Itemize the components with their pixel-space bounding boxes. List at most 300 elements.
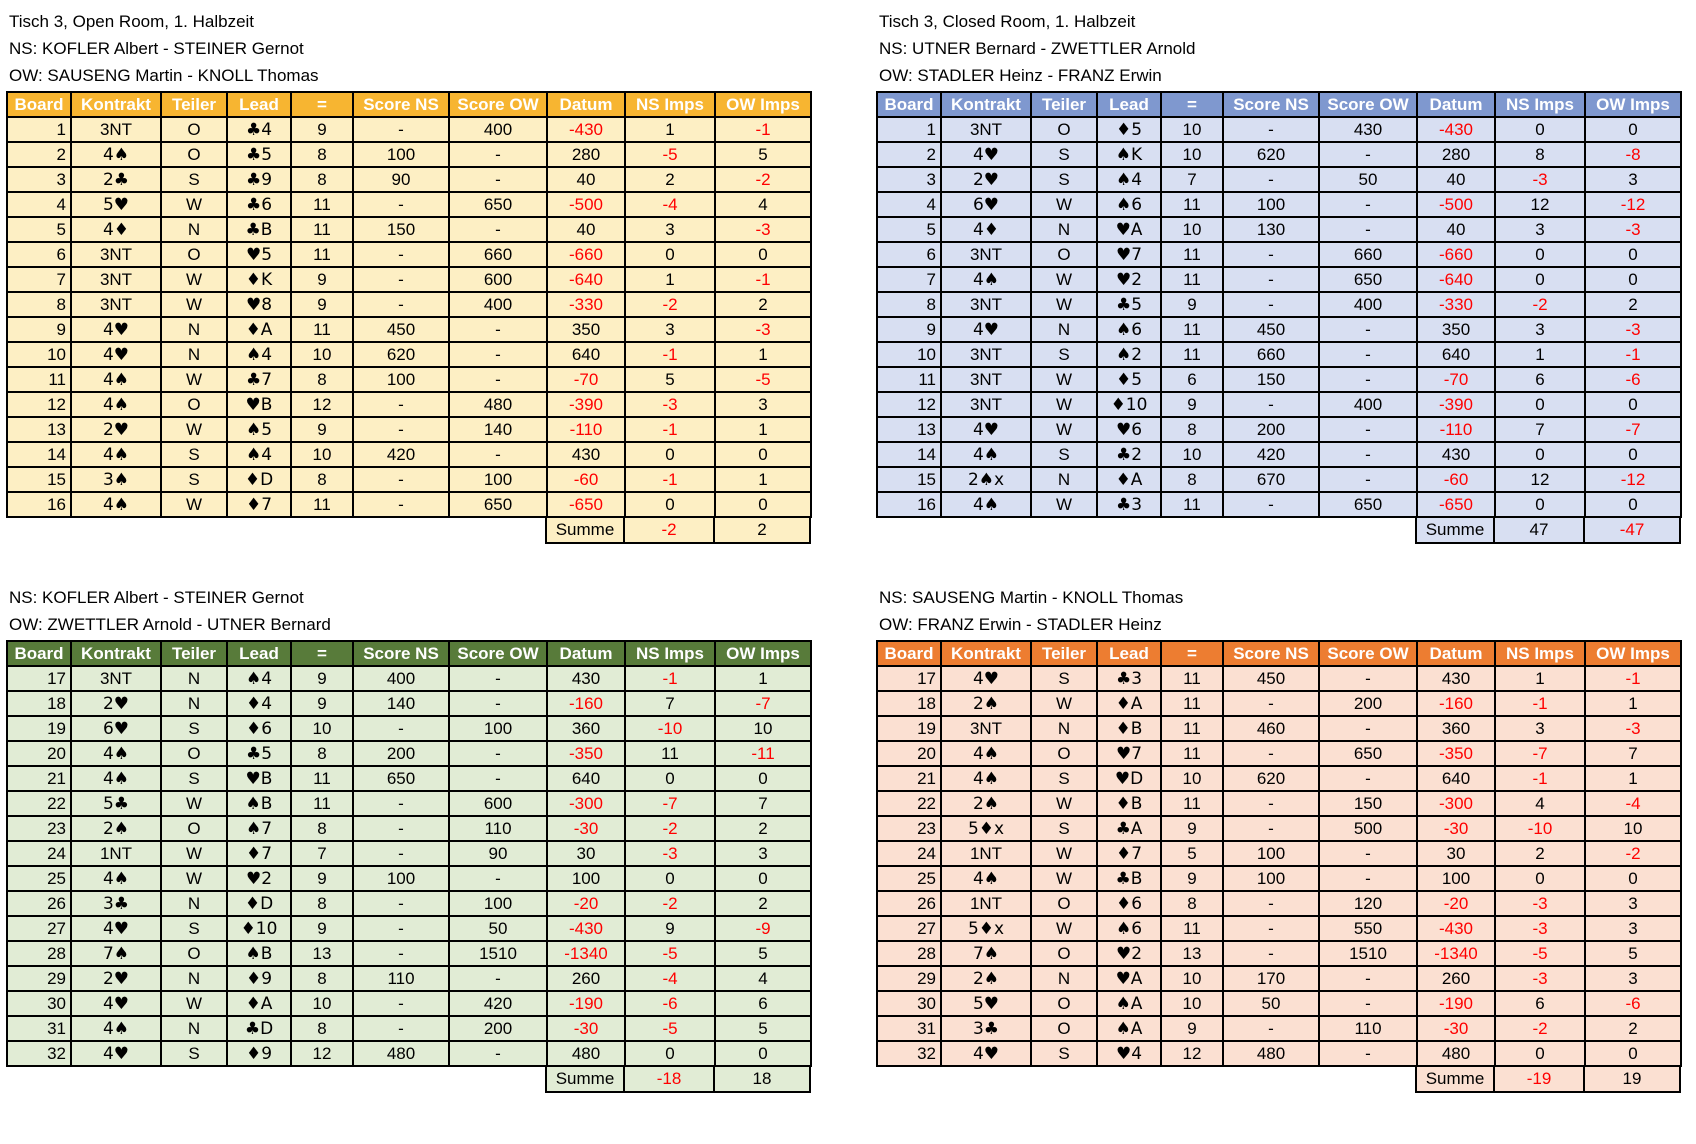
table-cell: 11 xyxy=(7,367,71,392)
table-cell: 4♥ xyxy=(941,317,1031,342)
table-cell: 12 xyxy=(1495,467,1585,492)
table-cell: S xyxy=(161,1041,227,1066)
column-header: Score NS xyxy=(353,641,449,666)
table-cell: 2♠x xyxy=(941,467,1031,492)
table-cell: ♠A xyxy=(1097,1016,1161,1041)
table-cell: 0 xyxy=(625,766,715,791)
table-cell: 1510 xyxy=(449,941,547,966)
table-cell: 8 xyxy=(877,292,941,317)
table-row xyxy=(877,966,1681,991)
table-cell: N xyxy=(1031,217,1097,242)
table-cell: 100 xyxy=(547,866,625,891)
table-cell: -6 xyxy=(1585,991,1681,1016)
column-header: Lead xyxy=(227,92,291,117)
table-cell: S xyxy=(1031,142,1097,167)
table-cell: 11 xyxy=(625,741,715,766)
table-cell: 50 xyxy=(1223,991,1319,1016)
table-cell: ♥8 xyxy=(227,292,291,317)
table-row xyxy=(877,117,1681,142)
table-cell: ♣9 xyxy=(227,167,291,192)
table-cell: - xyxy=(1319,866,1417,891)
table-cell: N xyxy=(1031,966,1097,991)
table-cell: N xyxy=(1031,317,1097,342)
table-cell: 280 xyxy=(547,142,625,167)
table-cell: 280 xyxy=(1417,142,1495,167)
table-cell: 4♥ xyxy=(71,342,161,367)
table-cell: ♠6 xyxy=(1097,317,1161,342)
table-cell: 200 xyxy=(449,1016,547,1041)
table-cell: ♠6 xyxy=(1097,916,1161,941)
table-cell: 3NT xyxy=(71,267,161,292)
table-cell: 30 xyxy=(1417,841,1495,866)
table-cell: 120 xyxy=(1319,891,1417,916)
table-cell: 100 xyxy=(353,367,449,392)
table-row xyxy=(877,467,1681,492)
table-cell: 4♥ xyxy=(941,666,1031,691)
table-cell: - xyxy=(1319,317,1417,342)
table-cell: ♣D xyxy=(227,1016,291,1041)
table-cell: 8 xyxy=(291,891,353,916)
table-cell: 0 xyxy=(1495,392,1585,417)
table-cell: 5 xyxy=(715,142,811,167)
table-cell: 1 xyxy=(1585,766,1681,791)
table-cell: 3NT xyxy=(941,716,1031,741)
table-row xyxy=(877,716,1681,741)
table-cell: 650 xyxy=(353,766,449,791)
table-cell: 12 xyxy=(1495,192,1585,217)
table-cell: W xyxy=(161,866,227,891)
table-cell: 3♣ xyxy=(71,891,161,916)
table-cell: 1 xyxy=(715,467,811,492)
table-cell: W xyxy=(1031,791,1097,816)
table-cell: 1 xyxy=(877,117,941,142)
table-cell: S xyxy=(161,766,227,791)
table-cell: -660 xyxy=(547,242,625,267)
column-header: Score NS xyxy=(1223,92,1319,117)
table-cell: 8 xyxy=(7,292,71,317)
table-cell: 420 xyxy=(1223,442,1319,467)
table-cell: 10 xyxy=(1585,816,1681,841)
summe-spacer xyxy=(6,1066,546,1092)
table-cell: 20 xyxy=(7,741,71,766)
table-cell: 550 xyxy=(1319,916,1417,941)
table-cell: ♥4 xyxy=(1097,1041,1161,1066)
table-cell: 10 xyxy=(1161,991,1223,1016)
table-cell: 620 xyxy=(1223,142,1319,167)
table-cell: O xyxy=(161,142,227,167)
table-cell: 9 xyxy=(291,666,353,691)
table-cell: ♦5 xyxy=(1097,367,1161,392)
table-row xyxy=(877,267,1681,292)
table-cell: 3 xyxy=(1585,916,1681,941)
table-cell: 9 xyxy=(291,292,353,317)
summe-table xyxy=(876,516,1681,544)
table-cell: W xyxy=(161,417,227,442)
panel-heading-line: NS: KOFLER Albert - STEINER Gernot xyxy=(9,588,304,607)
table-cell: S xyxy=(161,442,227,467)
table-cell: 0 xyxy=(625,492,715,517)
table-cell: 25 xyxy=(7,866,71,891)
table-cell: W xyxy=(1031,267,1097,292)
table-cell: ♥6 xyxy=(1097,417,1161,442)
table-row xyxy=(877,317,1681,342)
table-row xyxy=(877,791,1681,816)
table-cell: ♦A xyxy=(1097,467,1161,492)
table-cell: - xyxy=(449,666,547,691)
table-cell: O xyxy=(161,242,227,267)
table-cell: 31 xyxy=(7,1016,71,1041)
table-cell: 8 xyxy=(291,367,353,392)
table-cell: 670 xyxy=(1223,467,1319,492)
table-cell: 110 xyxy=(353,966,449,991)
table-cell: ♣3 xyxy=(1097,492,1161,517)
table-cell: 0 xyxy=(625,1041,715,1066)
table-cell: 32 xyxy=(7,1041,71,1066)
table-cell: 6 xyxy=(1161,367,1223,392)
summe-spacer xyxy=(6,517,546,543)
table-cell: -160 xyxy=(547,691,625,716)
table-row xyxy=(7,142,811,167)
table-cell: 9 xyxy=(7,317,71,342)
table-cell: - xyxy=(353,492,449,517)
table-cell: - xyxy=(449,691,547,716)
table-cell: 460 xyxy=(1223,716,1319,741)
table-cell: 7 xyxy=(625,691,715,716)
table-cell: 4♠ xyxy=(71,392,161,417)
table-cell: - xyxy=(1319,367,1417,392)
column-header: Datum xyxy=(547,641,625,666)
table-cell: -300 xyxy=(547,791,625,816)
table-cell: - xyxy=(1319,192,1417,217)
table-row xyxy=(877,891,1681,916)
table-cell: 150 xyxy=(353,217,449,242)
table-cell: - xyxy=(1319,666,1417,691)
table-cell: 640 xyxy=(1417,766,1495,791)
table-cell: 1 xyxy=(715,342,811,367)
table-cell: 13 xyxy=(1161,941,1223,966)
table-cell: ♦10 xyxy=(227,916,291,941)
column-header: Score NS xyxy=(1223,641,1319,666)
table-cell: ♣3 xyxy=(1097,666,1161,691)
table-cell: O xyxy=(161,741,227,766)
score-table xyxy=(876,91,1682,518)
table-cell: 9 xyxy=(1161,392,1223,417)
table-row xyxy=(7,342,811,367)
table-cell: 27 xyxy=(7,916,71,941)
table-cell: - xyxy=(1319,991,1417,1016)
table-cell: 640 xyxy=(547,766,625,791)
table-cell: 8 xyxy=(291,167,353,192)
table-cell: 450 xyxy=(353,317,449,342)
table-cell: 26 xyxy=(877,891,941,916)
table-cell: 480 xyxy=(547,1041,625,1066)
table-cell: 400 xyxy=(353,666,449,691)
table-closed-room-first-half xyxy=(876,8,1691,544)
table-cell: 150 xyxy=(1223,367,1319,392)
table-cell: - xyxy=(1319,716,1417,741)
table-cell: 4♦ xyxy=(941,217,1031,242)
table-cell: - xyxy=(1223,392,1319,417)
table-cell: -60 xyxy=(547,467,625,492)
table-cell: 8 xyxy=(1161,891,1223,916)
table-cell: -7 xyxy=(715,691,811,716)
table-cell: - xyxy=(1319,142,1417,167)
column-header: Board xyxy=(7,92,71,117)
table-cell: 11 xyxy=(291,766,353,791)
table-cell: O xyxy=(161,117,227,142)
table-cell: -640 xyxy=(547,267,625,292)
table-cell: 29 xyxy=(7,966,71,991)
table-cell: 11 xyxy=(1161,666,1223,691)
table-cell: W xyxy=(161,841,227,866)
table-cell: -300 xyxy=(1417,791,1495,816)
table-cell: - xyxy=(353,417,449,442)
table-cell: -1 xyxy=(625,417,715,442)
table-cell: -2 xyxy=(1585,841,1681,866)
column-header: Datum xyxy=(1417,641,1495,666)
table-cell: - xyxy=(1223,891,1319,916)
table-cell: ♠B xyxy=(227,941,291,966)
table-cell: ♣5 xyxy=(227,142,291,167)
panel-heading-line: OW: FRANZ Erwin - STADLER Heinz xyxy=(879,615,1162,634)
table-cell: 30 xyxy=(877,991,941,1016)
table-cell: 10 xyxy=(291,716,353,741)
table-cell: -390 xyxy=(1417,392,1495,417)
column-header: Datum xyxy=(1417,92,1495,117)
table-cell: 10 xyxy=(1161,142,1223,167)
table-cell: 9 xyxy=(1161,866,1223,891)
table-cell: - xyxy=(1223,816,1319,841)
table-cell: 0 xyxy=(1585,392,1681,417)
table-cell: 11 xyxy=(1161,267,1223,292)
table-cell: 260 xyxy=(1417,966,1495,991)
table-row xyxy=(7,916,811,941)
summe-row xyxy=(6,517,810,543)
table-cell: 15 xyxy=(877,467,941,492)
table-row xyxy=(877,167,1681,192)
panel-heading-line: Tisch 3, Closed Room, 1. Halbzeit xyxy=(879,12,1136,31)
table-cell: 23 xyxy=(7,816,71,841)
table-cell: - xyxy=(353,192,449,217)
column-header: = xyxy=(291,641,353,666)
column-header: = xyxy=(291,92,353,117)
table-cell: 2 xyxy=(1585,1016,1681,1041)
column-header: Board xyxy=(877,641,941,666)
table-cell: 0 xyxy=(715,866,811,891)
table-cell: 350 xyxy=(547,317,625,342)
table-cell: 13 xyxy=(877,417,941,442)
table-cell: 21 xyxy=(877,766,941,791)
column-header: NS Imps xyxy=(1495,92,1585,117)
table-cell: ♥2 xyxy=(227,866,291,891)
column-header: Score OW xyxy=(449,641,547,666)
table-cell: 650 xyxy=(1319,492,1417,517)
column-header: Lead xyxy=(1097,92,1161,117)
table-cell: 50 xyxy=(449,916,547,941)
table-cell: 4♠ xyxy=(71,866,161,891)
table-cell: 8 xyxy=(1495,142,1585,167)
table-cell: 9 xyxy=(291,866,353,891)
table-cell: - xyxy=(449,342,547,367)
panel-heading-line: NS: UTNER Bernard - ZWETTLER Arnold xyxy=(879,39,1196,58)
table-cell: 10 xyxy=(1161,766,1223,791)
table-cell: -1340 xyxy=(1417,941,1495,966)
table-cell: - xyxy=(1223,167,1319,192)
table-cell: - xyxy=(449,966,547,991)
table-cell: 260 xyxy=(547,966,625,991)
table-cell: 480 xyxy=(1417,1041,1495,1066)
table-cell: 8 xyxy=(291,816,353,841)
table-cell: 16 xyxy=(877,492,941,517)
summe-spacer xyxy=(876,1066,1416,1092)
score-table xyxy=(6,91,812,518)
table-cell: 10 xyxy=(291,342,353,367)
table-row xyxy=(7,442,811,467)
table-cell: 1510 xyxy=(1319,941,1417,966)
table-cell: - xyxy=(353,816,449,841)
table-cell: 0 xyxy=(1495,866,1585,891)
table-cell: -190 xyxy=(547,991,625,1016)
table-cell: -1 xyxy=(1495,766,1585,791)
table-cell: 4♦ xyxy=(71,217,161,242)
table-row xyxy=(7,192,811,217)
summe-ow-imps: 18 xyxy=(714,1066,810,1092)
table-cell: 420 xyxy=(449,991,547,1016)
table-row xyxy=(7,167,811,192)
column-header: OW Imps xyxy=(715,92,811,117)
table-cell: - xyxy=(1223,941,1319,966)
table-cell: 2 xyxy=(877,142,941,167)
table-cell: -430 xyxy=(1417,916,1495,941)
table-cell: 100 xyxy=(1417,866,1495,891)
table-row xyxy=(7,267,811,292)
table-row xyxy=(877,492,1681,517)
table-cell: 0 xyxy=(1585,866,1681,891)
table-cell: -4 xyxy=(1585,791,1681,816)
table-row xyxy=(7,741,811,766)
table-cell: 25 xyxy=(877,866,941,891)
table-cell: - xyxy=(353,117,449,142)
table-cell: - xyxy=(1223,292,1319,317)
table-cell: 2 xyxy=(7,142,71,167)
header-row xyxy=(7,92,811,117)
table-cell: -70 xyxy=(547,367,625,392)
table-cell: N xyxy=(161,891,227,916)
table-cell: -4 xyxy=(625,192,715,217)
table-cell: 4♥ xyxy=(71,991,161,1016)
table-cell: 30 xyxy=(547,841,625,866)
table-cell: 0 xyxy=(1495,442,1585,467)
table-cell: 200 xyxy=(1223,417,1319,442)
column-header: = xyxy=(1161,641,1223,666)
table-cell: -3 xyxy=(625,392,715,417)
table-cell: -9 xyxy=(715,916,811,941)
column-header: Lead xyxy=(227,641,291,666)
table-row xyxy=(877,367,1681,392)
table-cell: -640 xyxy=(1417,267,1495,292)
column-header: = xyxy=(1161,92,1223,117)
table-cell: -3 xyxy=(1495,167,1585,192)
table-cell: -3 xyxy=(625,841,715,866)
table-cell: ♠4 xyxy=(1097,167,1161,192)
table-cell: 640 xyxy=(547,342,625,367)
table-cell: S xyxy=(1031,666,1097,691)
table-cell: 11 xyxy=(1161,716,1223,741)
score-table xyxy=(876,640,1682,1067)
table-cell: -1 xyxy=(625,666,715,691)
table-cell: 3NT xyxy=(941,342,1031,367)
table-cell: 1 xyxy=(625,267,715,292)
table-cell: 0 xyxy=(1585,267,1681,292)
column-header: OW Imps xyxy=(715,641,811,666)
table-cell: 620 xyxy=(353,342,449,367)
table-row xyxy=(7,691,811,716)
table-cell: -3 xyxy=(1495,916,1585,941)
table-cell: 11 xyxy=(291,317,353,342)
table-cell: -7 xyxy=(1495,741,1585,766)
table-row xyxy=(7,991,811,1016)
table-cell: 11 xyxy=(1161,492,1223,517)
table-cell: ♠5 xyxy=(227,417,291,442)
table-cell: 0 xyxy=(1495,117,1585,142)
table-cell: 12 xyxy=(1161,1041,1223,1066)
table-cell: -1 xyxy=(1585,666,1681,691)
column-header: Score OW xyxy=(1319,92,1417,117)
panel-heading-line: OW: ZWETTLER Arnold - UTNER Bernard xyxy=(9,615,331,634)
table-cell: 22 xyxy=(7,791,71,816)
table-cell: 2♥ xyxy=(71,966,161,991)
table-cell: 430 xyxy=(1417,666,1495,691)
table-cell: 3NT xyxy=(941,292,1031,317)
table-cell: 4♠ xyxy=(941,267,1031,292)
table-row xyxy=(877,342,1681,367)
table-cell: 4♠ xyxy=(71,142,161,167)
table-cell: -2 xyxy=(1495,1016,1585,1041)
table-cell: 620 xyxy=(1223,766,1319,791)
table-cell: W xyxy=(161,367,227,392)
table-row xyxy=(7,117,811,142)
table-cell: 200 xyxy=(1319,691,1417,716)
table-cell: 4 xyxy=(715,966,811,991)
table-cell: -2 xyxy=(625,891,715,916)
table-cell: 4♠ xyxy=(71,492,161,517)
table-cell: 4 xyxy=(7,192,71,217)
table-cell: 2♠ xyxy=(941,791,1031,816)
table-cell: 12 xyxy=(7,392,71,417)
table-cell: -30 xyxy=(547,816,625,841)
table-cell: 430 xyxy=(547,666,625,691)
table-cell: 4 xyxy=(877,192,941,217)
table-cell: - xyxy=(1319,442,1417,467)
table-cell: ♣A xyxy=(1097,816,1161,841)
table-cell: -3 xyxy=(1495,966,1585,991)
table-cell: -110 xyxy=(547,417,625,442)
table-row xyxy=(7,666,811,691)
table-cell: 660 xyxy=(449,242,547,267)
table-cell: -390 xyxy=(547,392,625,417)
table-cell: -5 xyxy=(625,142,715,167)
table-cell: 5 xyxy=(877,217,941,242)
table-cell: -10 xyxy=(625,716,715,741)
column-header: NS Imps xyxy=(625,641,715,666)
table-cell: ♣7 xyxy=(227,367,291,392)
table-row xyxy=(7,941,811,966)
table-cell: 19 xyxy=(7,716,71,741)
table-cell: - xyxy=(449,442,547,467)
table-cell: 480 xyxy=(353,1041,449,1066)
table-cell: - xyxy=(353,841,449,866)
column-header: Teiler xyxy=(1031,92,1097,117)
